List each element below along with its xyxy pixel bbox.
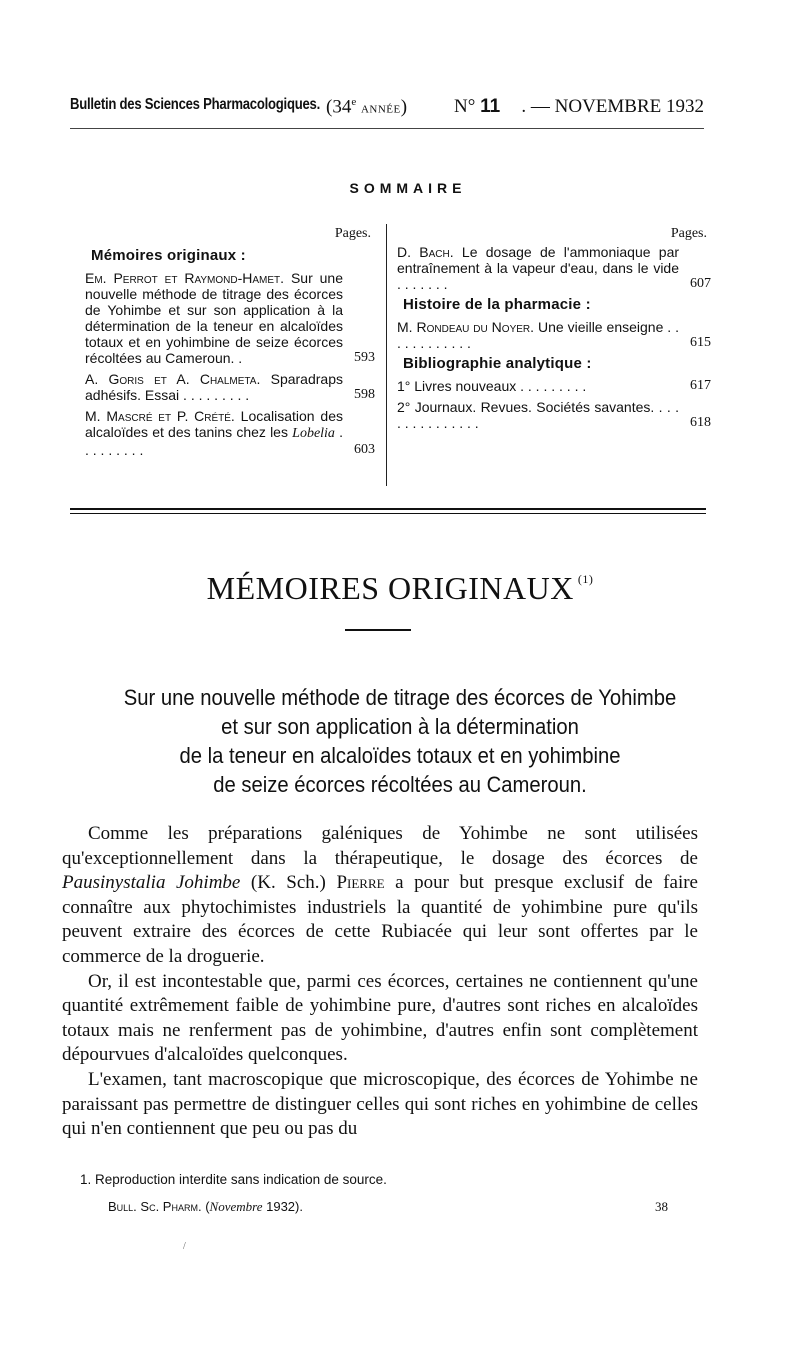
contents-right-column — [397, 226, 711, 436]
issue-number: N° 11 — [454, 96, 501, 117]
entry-page: 603 — [350, 442, 375, 458]
footnote: 1. Reproduction interdite sans indication de source. — [80, 1172, 387, 1187]
article-body — [62, 822, 698, 1142]
contents-left-column — [85, 226, 375, 463]
title-line: de la teneur en alcaloïdes totaux et en yohimbine — [179, 743, 621, 768]
entry-page: 617 — [686, 378, 711, 394]
contents-entry[interactable]: 1° Livres nouveaux . . . . . . . . . 617 — [397, 378, 711, 394]
section-memoires: Mémoires originaux : — [91, 247, 246, 264]
entry-page: 598 — [350, 387, 375, 403]
title-line: et sur son application à la détermination — [221, 714, 579, 739]
footnote-ref[interactable]: (1) — [577, 572, 594, 586]
entry-page: 615 — [686, 335, 711, 351]
contents-title: SOMMAIRE — [349, 180, 467, 196]
entry-page: 593 — [350, 350, 375, 366]
running-header — [70, 96, 704, 120]
separator-rule-thin — [70, 513, 706, 514]
footer-source: Bull. Sc. Pharm. — [108, 1199, 202, 1214]
paragraph: Or, il est incontestable que, parmi ces écorces, certaines ne contiennent qu'une quantité extrêmement faible de yohimbine pure, d'autres sont riches en alcaloïdes totaux mais ne renferment pas de yohimbine, d'autres enfin sont complètement dépourvues d'alcaloïdes quelconques. — [62, 970, 698, 1066]
issue-date: . — NOVEMBRE 1932 — [521, 96, 704, 117]
volume-year: (34e année) — [326, 96, 408, 118]
header-rule — [70, 128, 704, 129]
article-title — [87, 683, 713, 799]
entry-page: 607 — [686, 276, 711, 292]
title-line: Sur une nouvelle méthode de titrage des écorces de Yohimbe — [123, 685, 677, 710]
section-bibliographie: Bibliographie analytique : — [403, 355, 592, 372]
stray-mark: / — [183, 1241, 186, 1252]
title-line: de seize écorces récoltées au Cameroun. — [213, 772, 587, 797]
contents-entry[interactable]: Em. Perrot et Raymond-Hamet. Sur une nouvelle méthode de titrage des écorces de Yohimbe et sur son application à la détermination de la teneur en alcaloïdes totaux et en yohimbine de seize écorces récoltées au Cameroun. . 593 — [85, 270, 375, 366]
paragraph: L'examen, tant macroscopique que microscopique, des écorces de Yohimbe ne paraissant pas permettre de distinguer celles qui sont riches en yohimbine de celles qui n'en contiennent que peu ou pas du — [62, 1068, 698, 1140]
folio-number: 38 — [655, 1199, 668, 1214]
paragraph: Comme les préparations galéniques de Yohimbe ne sont utilisées qu'exceptionnellement dans la thérapeutique, le dosage des écorces de Pausinystalia Johimbe (K. Sch.) Pierre a pour but presque exclusif de faire connaître aux phytochimistes industriels la quantité de yohimbine pure qu'ils peuvent extraire des écorces de cette Rubiacée qui leur sont offertes par le commerce de la droguerie. — [62, 823, 698, 967]
contents-entry[interactable]: 2° Journaux. Revues. Sociétés savantes. . . . . . . . . . . . . . . 618 — [397, 399, 711, 431]
journal-title: Bulletin des Sciences Pharmacologiques. — [70, 96, 320, 113]
pages-label: Pages. — [670, 226, 707, 241]
column-divider — [386, 224, 387, 486]
section-histoire: Histoire de la pharmacie : — [403, 296, 591, 313]
entry-page: 618 — [686, 415, 711, 431]
separator-rule-thick — [70, 508, 706, 510]
contents-entry[interactable]: M. Mascré et P. Crété. Localisation des alcaloïdes et des tanins chez les Lobelia . . . . . . . . . 603 — [85, 408, 375, 458]
section-heading: MÉMOIRES ORIGINAUX $^{(1)}$ — [206, 570, 594, 606]
page-footer: Bull. Sc. Pharm. (Novembre 1932). 38 — [108, 1199, 668, 1214]
contents-entry[interactable]: D. Bach. Le dosage de l'ammoniaque par entraînement à la vapeur d'eau, dans le vide . . . . . . . 607 — [397, 244, 711, 292]
contents-entry[interactable]: A. Goris et A. Chalmeta. Sparadraps adhésifs. Essai . . . . . . . . . 598 — [85, 371, 375, 403]
heading-rule — [345, 629, 411, 631]
pages-label: Pages. — [334, 226, 371, 241]
contents-entry[interactable]: M. Rondeau du Noyer. Une vieille enseigne . . . . . . . . . . . . 615 — [397, 319, 711, 351]
